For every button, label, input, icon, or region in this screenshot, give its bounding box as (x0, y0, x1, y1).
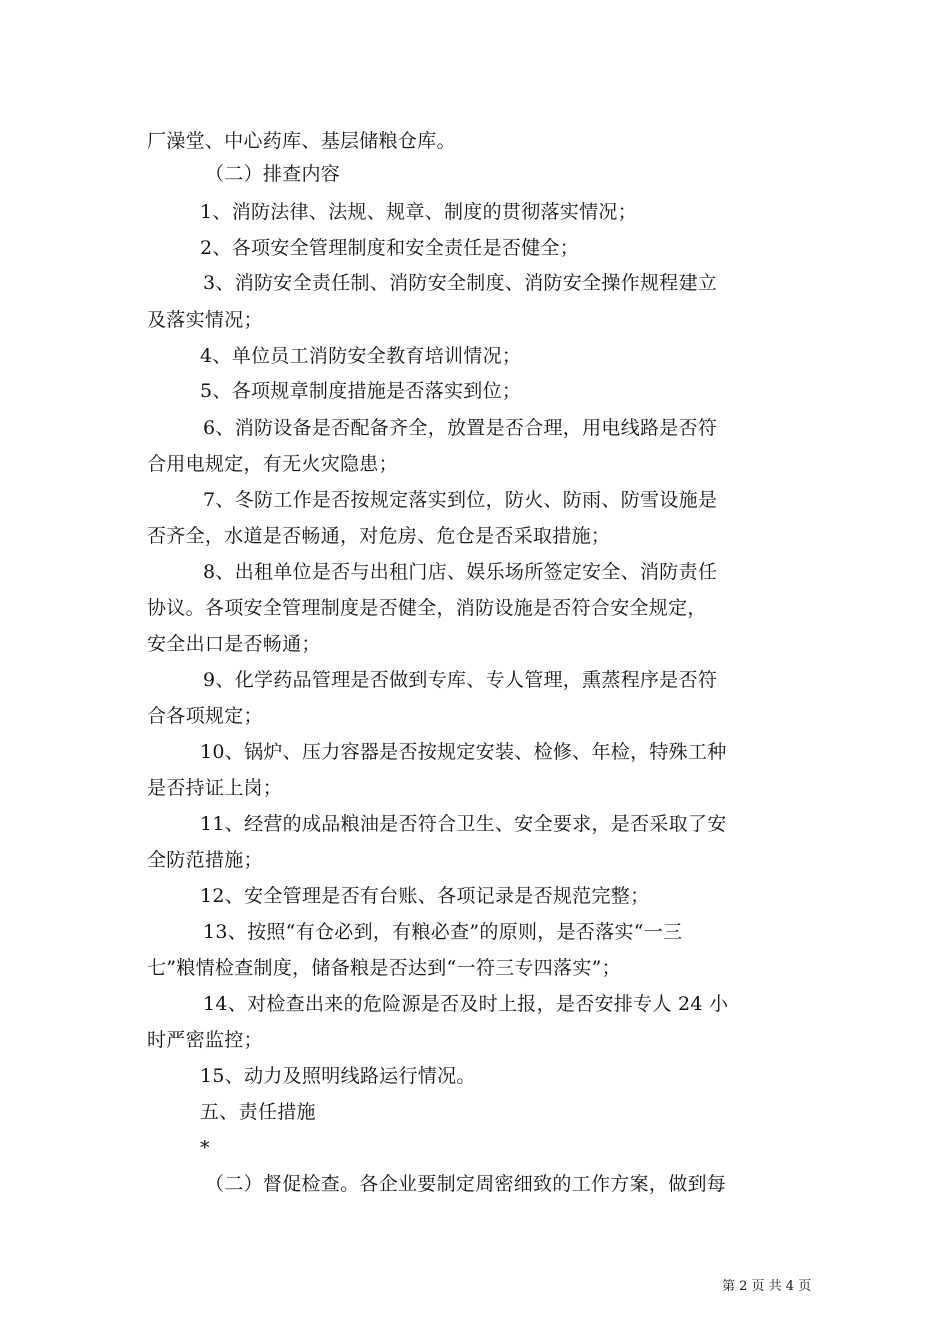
list-item: 9、化学药品管理是否做到专库、专人管理，熏蒸程序是否符 (203, 669, 718, 691)
text-line: （二）督促检查。各企业要制定周密细致的工作方案，做到每 (205, 1173, 727, 1195)
list-item: 2、各项安全管理制度和安全责任是否健全； (200, 237, 580, 259)
text-line: 七”粮情检查制度，储备粮是否达到“一符三专四落实”； (147, 957, 621, 979)
text-line: 合用电规定，有无火灾隐患； (147, 453, 398, 475)
text-line: 是否持证上岗； (147, 777, 283, 799)
text-line: 合各项规定； (147, 705, 263, 727)
text-line: 时严密监控； (147, 1029, 263, 1051)
list-item: 10、锅炉、压力容器是否按规定安装、检修、年检，特殊工种 (200, 741, 727, 763)
text-line: 协议。各项安全管理制度是否健全，消防设施是否符合安全规定， (147, 597, 707, 619)
list-item: 4、单位员工消防安全教育培训情况； (200, 345, 522, 367)
asterisk-marker: * (200, 1137, 210, 1159)
section-heading: 五、责任措施 (200, 1101, 316, 1123)
list-item: 7、冬防工作是否按规定落实到位，防火、防雨、防雪设施是 (203, 489, 718, 511)
text-line: 否齐全，水道是否畅通，对危房、危仓是否采取措施； (147, 525, 611, 547)
list-item: 13、按照“有仓必到，有粮必查”的原则，是否落实“一三 (203, 921, 683, 943)
list-item: 1、消防法律、法规、规章、制度的贯彻落实情况； (200, 201, 637, 223)
list-item: 5、各项规章制度措施是否落实到位； (200, 380, 522, 402)
list-item: 14、对检查出来的危险源是否及时上报，是否安排专人 24 小 (203, 993, 729, 1015)
page-number-footer: 第 2 页 共 4 页 (722, 1279, 812, 1294)
list-item: 12、安全管理是否有台账、各项记录是否规范完整； (200, 885, 650, 907)
list-item: 6、消防设备是否配备齐全，放置是否合理，用电线路是否符 (203, 417, 718, 439)
list-item: 11、经营的成品粮油是否符合卫生、安全要求，是否采取了安 (200, 813, 727, 835)
list-item: 3、消防安全责任制、消防安全制度、消防安全操作规程建立 (203, 272, 718, 294)
list-item: 8、出租单位是否与出租门店、娱乐场所签定安全、消防责任 (203, 561, 718, 583)
text-line: 及落实情况； (147, 309, 263, 331)
text-line: 安全出口是否畅通； (147, 633, 321, 655)
section-heading: （二）排查内容 (205, 163, 341, 185)
list-item: 15、动力及照明线路运行情况。 (200, 1065, 476, 1087)
text-line: 全防范措施； (147, 849, 263, 871)
text-line: 厂澡堂、中心药库、基层储粮仓库。 (147, 130, 456, 152)
